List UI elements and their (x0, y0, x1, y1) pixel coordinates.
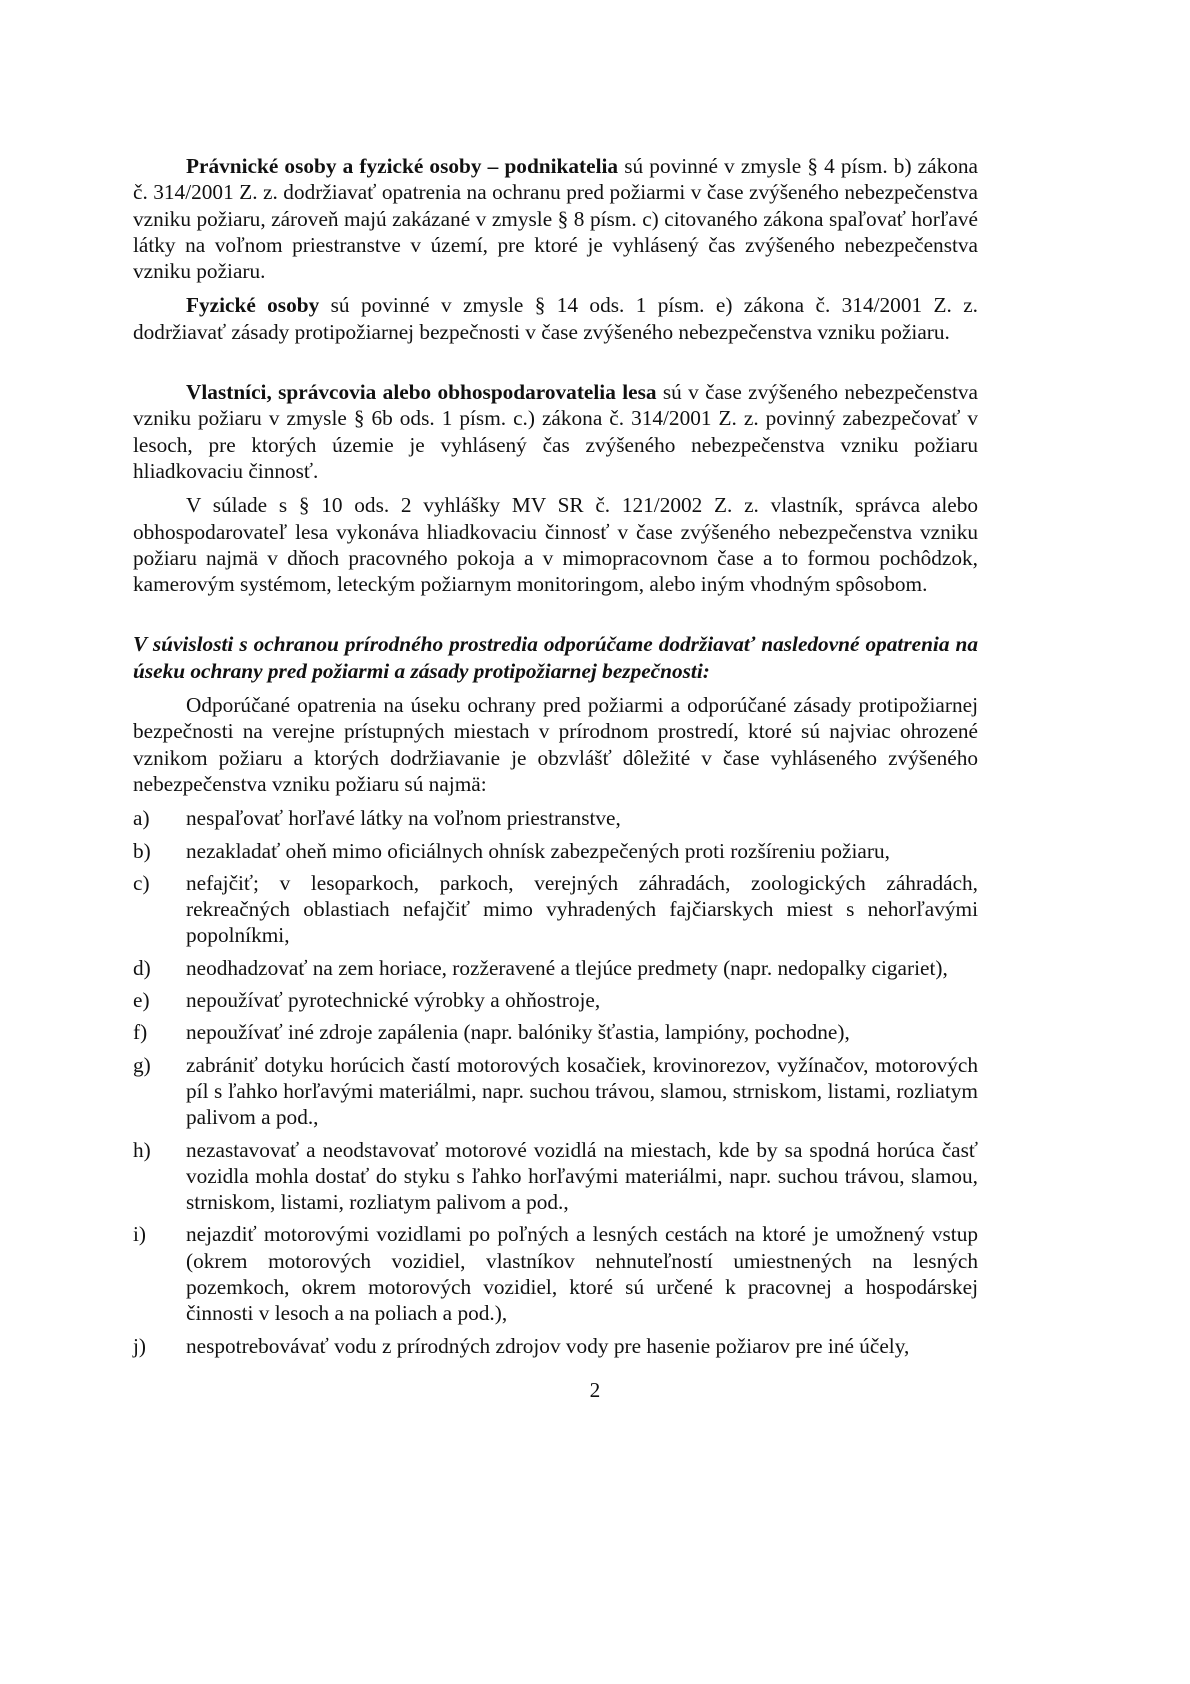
paragraph-bold-lead: Vlastníci, správcovia alebo obhospodarovatelia lesa (186, 380, 657, 405)
paragraph-text: sú v čase zvýšeného nebezpečenstva vzniku požiaru v zmysle § 6b ods. 1 písm. c.) zákona č. 314/2001 Z. z. povinný zabezpečovať v lesoch, pre ktorých územie je vyhlásený čas zvýšeného nebezpečenstva vzniku požiaru hliadkovaciu činnosť. (133, 380, 979, 483)
list-marker: h) (133, 1137, 151, 1162)
list-marker: j) (133, 1333, 147, 1358)
list-item-text: neodhadzovať na zem horiace, rozžeravené a tlejúce predmety (napr. nedopalky cigariet), (186, 955, 948, 980)
recommendations-list (133, 805, 978, 1359)
section-heading: V súvislosti s ochranou prírodného prostredia odporúčame dodržiavať nasledovné opatrenia na úseku ochrany pred požiarmi a zásady protipožiarnej bezpečnosti: (133, 632, 978, 683)
list-item-text: nepoužívať pyrotechnické výrobky a ohňostroje, (186, 988, 601, 1013)
list-item (133, 1137, 978, 1216)
list-item (133, 1052, 978, 1131)
paragraph-text: sú povinné v zmysle § 4 písm. b) zákona č. 314/2001 Z. z. dodržiavať opatrenia na ochranu pred požiarmi v čase zvýšeného nebezpečenstva vzniku požiaru, zároveň majú zakázané v zmysle § 8 písm. c) citovaného zákona spaľovať horľavé látky na voľnom priestranstve v území, pre ktoré je vyhlásený čas zvýšeného nebezpečenstva vzniku požiaru. (133, 154, 978, 284)
paragraph-text: sú povinné v zmysle § 14 ods. 1 písm. e) zákona č. 314/2001 Z. z. dodržiavať zásady protipožiarnej bezpečnosti v čase zvýšeného nebezpečenstva vzniku požiaru. (133, 293, 978, 344)
list-item-text: nefajčiť; v lesoparkoch, parkoch, verejných záhradách, zoologických záhradách, rekreačných oblastiach nefajčiť mimo vyhradených fajčiarskych miest s nehorľavými popolníkmi, (186, 870, 978, 948)
list-item (133, 838, 978, 864)
list-marker: e) (133, 988, 150, 1013)
list-item-text: nepoužívať iné zdroje zapálenia (napr. balóniky šťastia, lampióny, pochodne), (186, 1020, 850, 1045)
paragraph-forest-owners (133, 379, 978, 484)
list-item (133, 1333, 978, 1359)
list-item (133, 955, 978, 981)
list-marker: i) (133, 1222, 147, 1247)
paragraph-natural-persons (133, 292, 978, 345)
paragraph-bold-lead: Fyzické osoby (186, 293, 320, 318)
list-marker: f) (133, 1020, 148, 1045)
list-item-text: zabrániť dotyku horúcich častí motorových kosačiek, krovinorezov, vyžínačov, motorových píl s ľahko horľavými materiálmi, napr. suchou trávou, slamou, strniskom, listami, rozliatym palivom a pod., (186, 1052, 978, 1130)
list-item (133, 1019, 978, 1045)
list-item (133, 805, 978, 831)
page-number: 2 (589, 1378, 601, 1402)
list-item-text: nejazdiť motorovými vozidlami po poľných a lesných cestách na ktoré je umožnený vstup (okrem motorových vozidiel, vlastníkov nehnuteľností umiestnených na lesných pozemkoch, okrem motorových vozidiel, ktoré sú určené k pracovnej a hospodárskej činnosti v lesoch a na poliach a pod.), (186, 1222, 978, 1326)
paragraph-legal-entities (133, 153, 978, 284)
paragraph-regulation (133, 492, 978, 597)
list-item-text: nespaľovať horľavé látky na voľnom priestranstve, (186, 806, 621, 831)
paragraph-text: V súlade s § 10 ods. 2 vyhlášky MV SR č. 121/2002 Z. z. vlastník, správca alebo obhospodarovateľ lesa vykonáva hliadkovaciu činnosť v čase zvýšeného nebezpečenstva vzniku požiaru najmä v dňoch pracovného pokoja a v mimopracovnom čase a to formou pochôdzok, kamerovým systémom, leteckým požiarnym monitoringom, alebo iným vhodným spôsobom. (133, 493, 978, 597)
list-marker: d) (133, 955, 151, 980)
list-item-text: nespotrebovávať vodu z prírodných zdrojov vody pre hasenie požiarov pre iné účely, (186, 1333, 910, 1358)
document-page (133, 153, 978, 1365)
list-marker: a) (133, 806, 150, 831)
list-item-text: nezakladať oheň mimo oficiálnych ohnísk zabezpečených proti rozšíreniu požiaru, (186, 838, 890, 863)
list-marker: c) (133, 870, 150, 895)
list-marker: g) (133, 1052, 151, 1077)
list-item (133, 1221, 978, 1326)
paragraph-bold-lead: Právnické osoby a fyzické osoby – podnikatelia (186, 154, 619, 178)
list-item-text: nezastavovať a neodstavovať motorové vozidlá na miestach, kde by sa spodná horúca časť vozidla mohla dostať do styku s ľahko horľavými materiálmi, napr. suchou trávou, slamou, strniskom, listami, rozliatym palivom a pod., (186, 1137, 978, 1215)
list-item (133, 987, 978, 1013)
list-marker: b) (133, 838, 151, 863)
list-item (133, 870, 978, 949)
paragraph-intro: Odporúčané opatrenia na úseku ochrany pred požiarmi a odporúčané zásady protipožiarnej bezpečnosti na verejne prístupných miestach v prírodnom prostredí, ktoré sú najviac ohrozené vznikom požiaru a ktorých dodržiavanie je obzvlášť dôležité v čase vyhláseného zvýšeného nebezpečenstva vzniku požiaru sú najmä: (133, 693, 978, 796)
